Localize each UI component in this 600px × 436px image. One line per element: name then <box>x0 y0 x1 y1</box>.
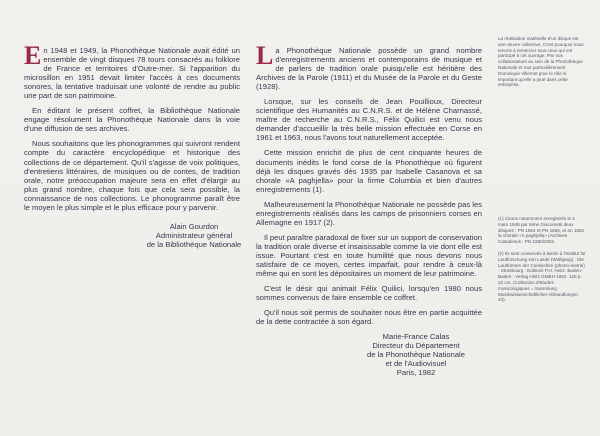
mid-paragraph-5: Il peut paraître paradoxal de fixer sur un support de conservation la tradition orale diverse et insaisissable comme la vie dont elle est issue. Pourtant c'est en toute humilité que nous devons nous satisfaire de ce moyen, certes imparfait, pour rendre à ceux-là même qui en sont les dépositaires un moment de leur patrimoine. <box>256 232 482 279</box>
signature-org-2: et de l'Audiovisuel <box>385 359 447 369</box>
signature-calas <box>346 332 486 377</box>
drop-cap-l: L <box>256 41 274 70</box>
mid-paragraph-3: Cette mission enrichit de plus de cent cinquante heures de documents inédits le fond corse de la Phonothèque où figurent déjà les disques gravés dès 1935 par Isabelle Casanova et sa chorale «A paghjella» pour la firme Columbia et bien d'autres enregistrements (1). <box>256 148 482 194</box>
signature-org: de la Bibliothèque Nationale <box>146 239 242 249</box>
mid-paragraph-4: Malheureusement la Phonothèque Nationale ne possède pas les enregistrements réalisés dans les camps de prisonniers corses en Allemagne en 1917 (2). <box>256 199 482 227</box>
side-note-acknowledgements: La réalisation matérielle d'un disque est une œuvre collective. C'est pourquoi nous tenons à remercier tous ceux qui ont participé à cet ouvrage. Par nos collaborateurs au sein de la Phonothèque Nationale et tout particulièrement Dominique Villemot pour le rôle si important qu'elle a joué dans cette entreprise. <box>498 36 584 88</box>
mid-paragraph-1 <box>256 41 482 92</box>
mid-paragraph-1-text: a Phonothèque Nationale possède un grand nombre d'enregistrements anciens et contemporains de musique et de parlers de tradition orale puisqu'elle est héritière des Archives de la Parole (1911) et du Musée de la Parole et du Geste (1928). <box>256 46 482 92</box>
middle-column <box>256 41 482 378</box>
signature-place-date: Paris, 1982 <box>396 368 436 378</box>
left-paragraph-1-text: n 1948 et 1949, la Phonothèque Nationale avait édité un ensemble de vingt disques 78 tours consacrés au folklore de France et territoires d'Outre-mer. Si l'apparition du microsillon en 1951 devait limiter l'accès à ces documents sonores, la tentative traduisait une volonté de rendre au public une part de son patrimoine. <box>24 46 240 101</box>
footnote-2: (2) Ils sont conservés à Berlin à l'Institut für Lautforschung von Lasde (Wolfgang) : Die Lautformen der Corsischen (phono-metrie) - Strasbourg : Editions P.H. Heitz. Baden-Baden : Verlag Heitz GMBH 1962. 125 p. 22 cm. (Collection d'Etudes musicologiques = Sammlung Musikwissenschaftlicher Abhandlungen 43). <box>498 251 586 303</box>
mid-paragraph-7: Qu'il nous soit permis de souhaiter nous être en partie acquittée de la dette contractée à son égard. <box>256 308 482 327</box>
footnote-1: (1) Citons notamment enregistrés le 2 mars 1949 par Mme Giacometti deux disques : PN 1664 et PN 1665, et en 1952 la chorale «A paghjella» (Archives Casadesus : PN 2350/2351. <box>498 216 585 245</box>
signature-name: Alain Gourdon <box>169 221 219 231</box>
signature-name: Marie-France Calas <box>382 332 450 342</box>
signature-title: Administrateur général <box>155 230 233 240</box>
drop-cap-e: E <box>24 41 42 70</box>
mid-paragraph-2: Lorsque, sur les conseils de Jean Pouillioux, Directeur scientifique des Humanités au C.N.R.S. et de Hélène Charnassé, maître de recherche au C.N.R.S., Félix Quilici est venu nous demander d'accueillir la très belle mission effectuée en Corse en 1961 et 1963, nous l'avons tout naturellement acceptée. <box>256 97 482 143</box>
mid-paragraph-6: C'est le désir qui animait Félix Quilici, lorsqu'en 1980 nous sommes convenus de faire ensemble ce coffret. <box>256 284 482 303</box>
left-column <box>24 41 242 249</box>
signature-org: de la Phonothèque Nationale <box>367 350 465 360</box>
left-paragraph-2: En éditant le présent coffret, la Bibliothèque Nationale engage résolument la Phonothèque Nationale dans la voie d'une diffusion de ses archives. <box>24 106 240 134</box>
left-paragraph-1 <box>24 41 240 101</box>
left-paragraph-3: Nous souhaitons que les phonogrammes qui suivront rendent compte du caractère encyclopédique et historique des collections de ce département. Qu'il s'agisse de voix politiques, d'entretiens littéraires, de musiques ou de contes, de tradition orale, notre préoccupation majeure sera en effet d'élargir au plus grand nombre, chaque fois que cela sera possible, la connaissance de nos collections. Le phonogramme paraît être le moyen le plus simple et le plus efficace pour y parvenir. <box>24 139 240 212</box>
signature-title: Directeur du Département <box>372 341 460 351</box>
